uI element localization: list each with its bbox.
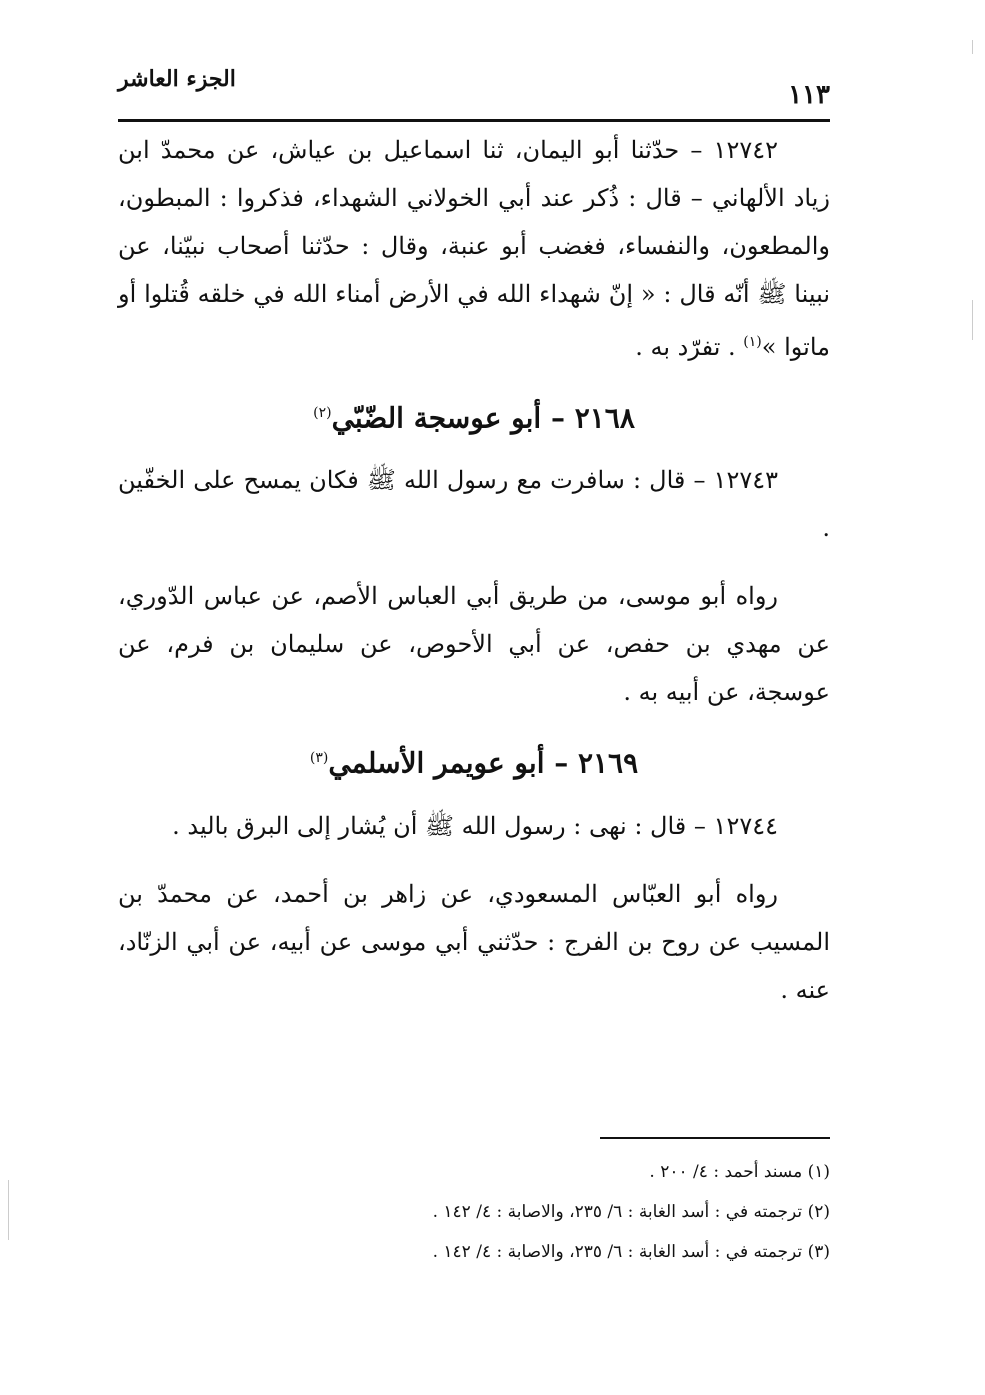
hadith-12744: ١٢٧٤٤ – قال : نهى : رسول الله ﷺ أن يُشار إلى البرق باليد . — [172, 811, 778, 840]
section-heading-2168-text: ٢١٦٨ – أبو عوسجة الضّبّي — [331, 401, 635, 435]
page-header — [118, 62, 830, 118]
section-heading-2169-text: ٢١٦٩ – أبو عويمر الأسلمي — [328, 746, 639, 780]
scan-edge-mark — [972, 300, 973, 340]
hadith-12742 — [118, 126, 830, 371]
main-text — [118, 126, 830, 1014]
footnote-ref-1: (١) — [743, 334, 762, 350]
footnote-ref-2: (٢) — [313, 405, 332, 421]
scan-edge-mark — [972, 40, 973, 54]
footnote-1: (١) مسند أحمد : ٤/ ٢٠٠ . — [649, 1162, 830, 1182]
section-heading-2168 — [118, 385, 830, 446]
page-number: ١١٣ — [788, 80, 830, 110]
narration-note-2: رواه أبو العبّاس المسعودي، عن زاهر بن أحمد، عن محمدّ بن المسيب عن روح بن الفرج : حدّثني أبي موسى عن أبيه، عن أبي الزنّاد، عنه . — [118, 879, 830, 1004]
scan-edge-mark — [8, 1180, 9, 1240]
footnote-ref-3: (٣) — [309, 750, 329, 767]
header-divider — [118, 119, 830, 122]
footnote-divider — [600, 1137, 830, 1139]
narration-note-1: رواه أبو موسى، من طريق أبي العباس الأصم، عن عباس الدّوري، عن مهدي بن حفص، عن أبي الأحوص، عن سليمان بن فرم، عن عوسجة، عن أبيه به . — [118, 582, 830, 707]
footnote-3: (٣) ترجمته في : أسد الغابة : ٦/ ٢٣٥، والاصابة : ٤/ ١٤٢ . — [432, 1242, 830, 1262]
section-heading-2169 — [118, 730, 830, 791]
footnote-2: (٢) ترجمته في : أسد الغابة : ٦/ ٢٣٥، والاصابة : ٤/ ١٤٢ . — [432, 1202, 830, 1222]
footnotes — [118, 1152, 830, 1272]
hadith-12742-text: ١٢٧٤٢ – حدّثنا أبو اليمان، ثنا اسماعيل بن عياش، عن محمدّ ابن زياد الألهاني – قال : ذُكر عند أبي الخولاني الشهداء، فذكروا : المبطون، والمطعون، والنفساء، فغضب أبو عنبة، وقال : حدّثنا أصحاب نبيّنا، عن نبينا ﷺ أنّه قال : « إنّ شهداء الله في الأرض أمناء الله في خلقه قُتلوا أو ماتوا » — [118, 136, 830, 361]
running-title: الجزء العاشر — [118, 66, 236, 92]
hadith-12742-tail: . تفرّد به . — [635, 333, 744, 361]
hadith-12743: ١٢٧٤٣ – قال : سافرت مع رسول الله ﷺ فكان يمسح على الخفّين . — [118, 466, 830, 543]
